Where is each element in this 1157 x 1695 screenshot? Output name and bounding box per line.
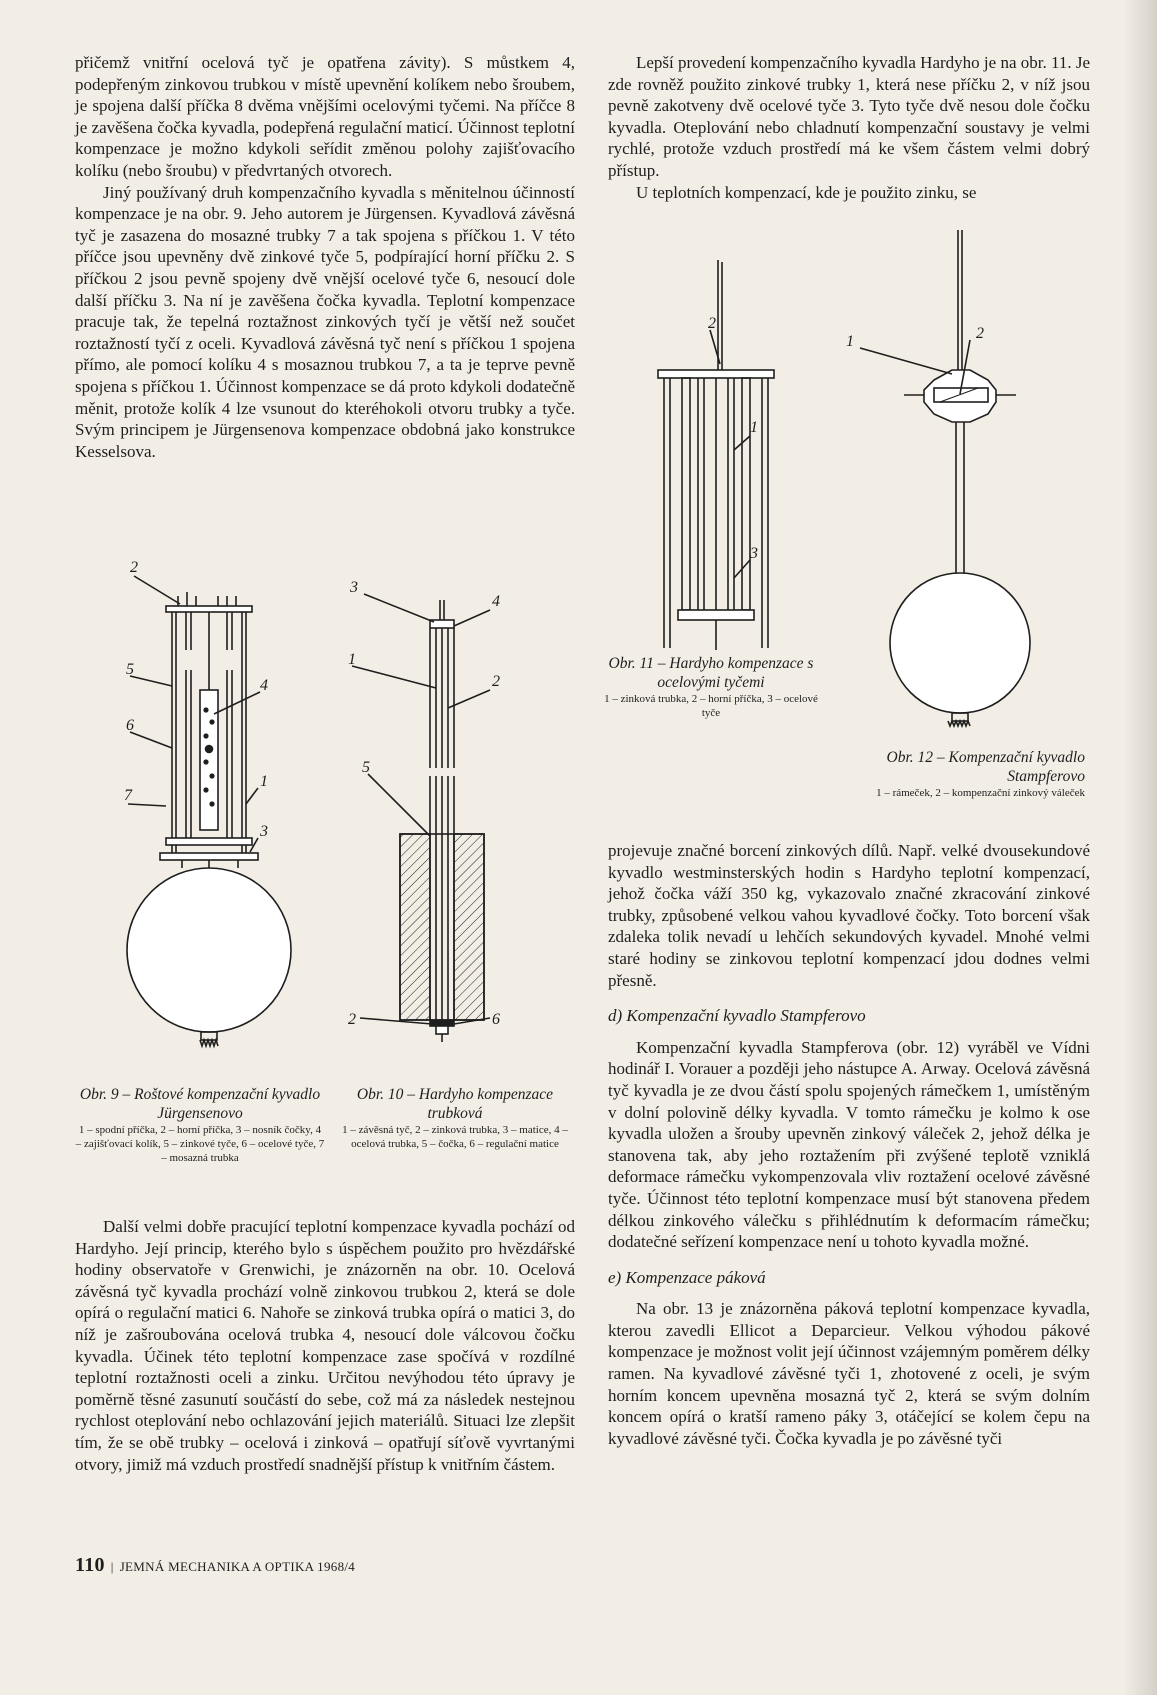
fig11-label: 3 (750, 545, 758, 562)
caption-description: 1 – zinková trubka, 2 – horní příčka, 3 – ocelové tyče (604, 693, 818, 719)
paragraph: Na obr. 13 je znázorněna páková teplotní kompenzace kyvadla, kterou zavedli Ellicot a Deparcieur. Velkou výhodou pákové kompenzace je možnost volit její účinnost vzájemným poměrem délky ramen. Na kyvadlové závěsné tyči 1, zhotovené z oceli, je svým horním koncem upevněna mosazná tyč 2, která se svým dolním koncem opírá o kratší rameno páky 3, otáčející se kolem čepu na kyvadlové závěsné tyči. Čočka kyvadla je po závěsné tyči (608, 1299, 1090, 1448)
caption-title: Obr. 12 – Kompenzační kyvadlo Stampferovo (886, 749, 1085, 785)
fig9-label: 2 (130, 559, 138, 576)
fig11-label: 2 (708, 315, 716, 332)
fig9-label: 3 (260, 823, 268, 840)
left-column-top (75, 52, 575, 462)
figure-12-caption (845, 748, 1085, 800)
page-edge-shadow (1123, 0, 1157, 1695)
section-heading-d: d) Kompenzační kyvadlo Stampferovo (608, 1006, 866, 1026)
fig9-label: 1 (260, 773, 268, 790)
fig10-label: 2 (348, 1011, 356, 1028)
fig10-label: 6 (492, 1011, 500, 1028)
fig9-label: 7 (124, 787, 132, 804)
fig12-label: 1 (846, 333, 854, 350)
figure-11-diagram (650, 260, 810, 660)
figure-9-caption (75, 1085, 325, 1165)
fig12-label: 2 (976, 325, 984, 342)
fig11-label: 1 (750, 419, 758, 436)
figure-11-caption (596, 654, 826, 720)
fig10-label: 5 (362, 759, 370, 776)
caption-description: 1 – spodní příčka, 2 – horní příčka, 3 – nosník čočky, 4 – zajišťovací kolík, 5 – zinkové tyče, 6 – ocelové tyče, 7 – mosazná trubka (75, 1124, 325, 1164)
fig10-label: 4 (492, 593, 500, 610)
page-footer: 110 | JEMNÁ MECHANIKA A OPTIKA 1968/4 (75, 1554, 356, 1576)
caption-title: Obr. 9 – Roštové kompenzační kyvadlo Jürgensenovo (79, 1086, 321, 1122)
journal-name: JEMNÁ MECHANIKA A OPTIKA 1968/4 (119, 1559, 356, 1574)
fig10-label: 2 (492, 673, 500, 690)
paragraph: Kompenzační kyvadla Stampferova (obr. 12) vyráběl ve Vídni hodinář I. Vorauer a později jeho nástupce A. Arway. Ocelová závěsná tyč kyvadla je ze dvou částí spolu spojených rámečkem 1, umístěným v dolní polovině délky kyvadla. V tomto rámečku je kolmo k ose kyvadla uložen a šrouby upevněn zinkový váleček 2, jehož délka je stanovena tak, aby jeho roztažením při zvýšené teplotě vzniklá deformace rámečku vykompenzovala vliv roztažení ocelové závěsné tyče. Účinnost této teplotní kompenzace musí být stanovena předem délkou zinkového válečku s přihlédnutím k deformacím rámečku; dodatečné seřízení kompenzace není u tohoto kyvadla možné. (608, 1037, 1090, 1252)
page-number: 110 (75, 1554, 105, 1576)
figure-10-caption (335, 1085, 575, 1151)
fig10-label: 3 (350, 579, 358, 596)
caption-title: Obr. 11 – Hardyho kompenzace s ocelovými tyčemi (608, 655, 814, 691)
fig9-label: 5 (126, 661, 134, 678)
left-column-bottom (75, 1216, 575, 1475)
caption-description: 1 – závěsná tyč, 2 – zinková trubka, 3 – matice, 4 – ocelová trubka, 5 – čočka, 6 – regulační matice (342, 1124, 568, 1150)
paragraph: přičemž vnitřní ocelová tyč je opatřena závity). S můstkem 4, podepřeným zinkovou trubkou v místě upevnění kolíkem nebo šroubem, je spojena další příčka 8 dvěma vnějšími ocelovými tyčemi. Na příčce 8 je zavěšena čočka kyvadla, podepřená regulační maticí. Účinnost teplotní kompenzace je možno kdykoli seřídit změnou polohy zajišťovacího kolíku (nebo šroubu) v předvrtaných otvorech. (75, 53, 575, 180)
fig9-label: 4 (260, 677, 268, 694)
paragraph: U teplotních kompenzací, kde je použito zinku, se (636, 182, 977, 202)
paragraph: Další velmi dobře pracující teplotní kompenzace kyvadla pochází od Hardyho. Její princip, kterého bylo s úspěchem použito pro hvězdářské hodiny observatoře v Grenwichi, je znázorněn na obr. 10. Ocelová závěsná tyč kyvadla prochází volně zinkovou trubkou 2, která se dole opírá o regulační matici 6. Nahoře se zinková trubka opírá o matici 3, do níž je zašroubována ocelová trubka 4, nesoucí dole válcovou čočku kyvadla. Účinek této teplotní kompenzace zase spočívá v rozdílné teplotní roztažnosti oceli a zinku. Určitou nevýhodou této úpravy je poměrně těsné zasunutí součástí do sebe, což má za následek nestejnou rychlost oteplování nebo ochlazování jejich materiálů. Situaci lze zlepšit tím, že se obě trubky – ocelová i zinková – opatřují síťově vyvrtanými otvory, jimiž má vzduch prostředí snadnější přístup k vnitřním částem. (75, 1217, 575, 1474)
paragraph: Lepší provedení kompenzačního kyvadla Hardyho je na obr. 11. Je zde rovněž použito zinkové trubky 1, která nese příčku 2, v níž jsou pevně zakotveny dvě ocelové tyče 3. Tyto tyče dvě nesou dole čočku kyvadla. Oteplování nebo chladnutí kompenzační soustavy je velmi rychlé, protože vzduch prostředí má ke všem částem velmi dobrý přístup. (608, 53, 1090, 180)
fig10-label: 1 (348, 651, 356, 668)
section-heading-e: e) Kompenzace páková (608, 1267, 766, 1287)
paragraph: projevuje značné borcení zinkových dílů. Např. velké dvousekundové kyvadlo westminsterských hodin s Hardyho teplotní kompenzací, jehož čočka váží 350 kg, vykazovalo značné zkracování zinkové trubky, způsobené velkou vahou kyvadlové čočky. Toto borcení však zdaleka tolik nevadí u lehčích sekundových kyvadel. Mnohé velmi staré hodiny se zinkovou teplotní kompenzací jdou dodnes velmi přesně. (608, 841, 1090, 990)
figure-10-diagram (348, 579, 560, 1045)
caption-title: Obr. 10 – Hardyho kompenzace trubková (356, 1086, 554, 1122)
paragraph: Jiný používaný druh kompenzačního kyvadla s měnitelnou účinností kompenzace je na obr. 9. Jeho autorem je Jürgensen. Kyvadlová závěsná tyč je zasazena do mosazné trubky 7 a tak spojena s příčkou 1. V této příčce jsou upevněny dvě zinkové tyče 5, podpírající horní příčku 2. S příčkou 2 jsou pevně spojeny dvě vnější ocelové tyče 6, nesoucí dole další příčku 3. Na ní je zavěšena čočka kyvadla. Teplotní kompenzace pracuje tak, že tepelná roztažnost zinkových tyčí je větší než součet roztažností tyčí z oceli. Kyvadlová závěsná tyč není s příčkou 1 spojena přímo, ale pomocí kolíku 4 s mosaznou trubkou 7, a ta je teprve pevně spojena s příčkou 1. Účinnost kompenzace se dá proto kdykoli dodatečně měnit, protože kolík 4 lze vsunout do kteréhokoli otvoru trubky a tyče. Svým principem je Jürgensenova kompenzace obdobná jako konstrukce Kesselsova. (75, 182, 575, 461)
figure-12-diagram (846, 230, 1090, 730)
right-column-top (608, 52, 1090, 203)
right-column-bottom (608, 840, 1090, 1449)
figure-9-diagram (120, 559, 320, 1080)
fig9-label: 6 (126, 717, 134, 734)
caption-description: 1 – rámeček, 2 – kompenzační zinkový váleček (876, 787, 1085, 799)
